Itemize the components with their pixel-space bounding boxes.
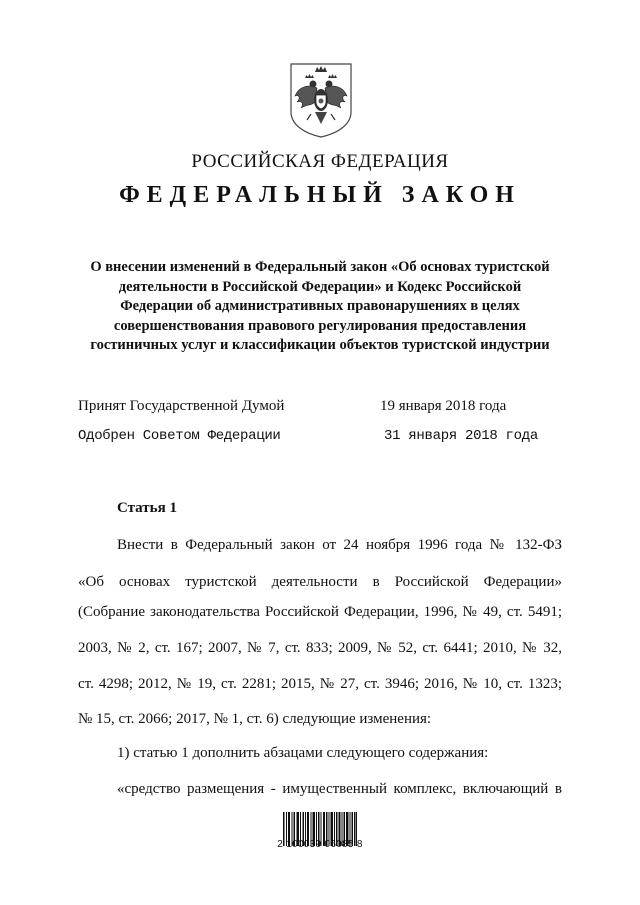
law-title-line: совершенствования правового регулирования предоставления	[113, 317, 527, 334]
law-title-line: гостиничных услуг и классификации объектов туристской индустрии	[90, 337, 550, 353]
body-line: (Собрание законодательства Российской Федерации, 1996, № 49, ст. 5491;	[78, 604, 562, 620]
barcode-number: 2 100039 06085 8	[277, 839, 363, 850]
body-line: 1) статью 1 дополнить абзацами следующего содержания:	[117, 745, 489, 761]
law-title-line: Федерации об административных правонарушениях в целях	[120, 298, 520, 314]
adopted-date: 19 января 2018 года	[380, 398, 507, 414]
coat-of-arms-icon	[289, 62, 353, 138]
adopted-label: Принят Государственной Думой	[78, 398, 285, 414]
law-title-line: деятельности в Российской Федерации» и Кодекс Российской	[118, 278, 522, 295]
body-line: «Об основах туристской деятельности в Российской Федерации»	[78, 574, 562, 590]
body-line: ст. 4298; 2012, № 19, ст. 2281; 2015, № 27, ст. 3946; 2016, № 10, ст. 1323;	[78, 676, 562, 692]
body-line: «средство размещения - имущественный комплекс, включающий в	[117, 781, 562, 797]
body-line: 2003, № 2, ст. 167; 2007, № 7, ст. 833; 2009, № 52, ст. 6441; 2010, № 32,	[78, 640, 562, 656]
country-name: РОССИЙСКАЯ ФЕДЕРАЦИЯ	[191, 151, 449, 172]
law-title-line: О внесении изменений в Федеральный закон «Об основах туристской	[90, 259, 550, 275]
article-heading: Статья 1	[117, 500, 177, 516]
body-line: Внести в Федеральный закон от 24 ноября 1996 года № 132-ФЗ	[117, 537, 562, 553]
law-title	[78, 258, 562, 356]
body-line: № 15, ст. 2066; 2017, № 1, ст. 6) следующие изменения:	[78, 711, 432, 727]
approved-label: Одобрен Советом Федерации	[78, 428, 281, 444]
document-type: ФЕДЕРАЛЬНЫЙ ЗАКОН	[119, 182, 521, 208]
approved-date: 31 января 2018 года	[384, 428, 538, 444]
